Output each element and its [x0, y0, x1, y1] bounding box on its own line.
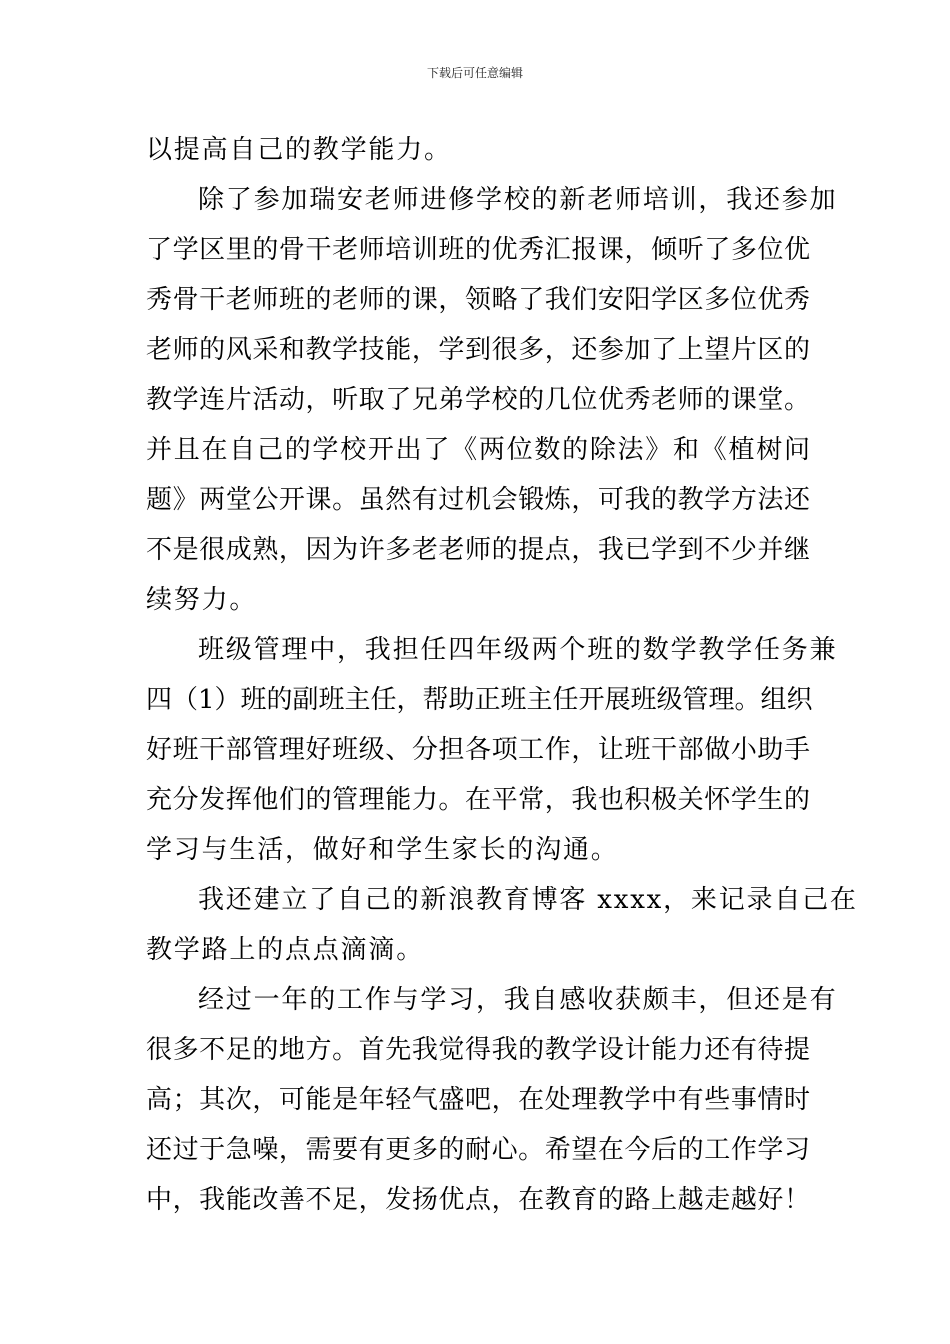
text-line: 还过于急噪，需要有更多的耐心。希望在今后的工作学习 — [146, 1135, 810, 1165]
text-line: 高；其次，可能是年轻气盛吧，在处理教学中有些事情时 — [146, 1085, 810, 1115]
text-line: 学习与生活，做好和学生家长的沟通。 — [146, 835, 619, 865]
paragraph-5 — [146, 975, 838, 1225]
paragraph-1 — [146, 125, 810, 175]
paragraph-4 — [146, 875, 858, 975]
text-line: 不是很成熟，因为许多老老师的提点，我已学到不少并继 — [146, 535, 810, 565]
text-line: 我还建立了自己的新浪教育博客 xxxx，来记录自己在 — [198, 885, 858, 915]
text-line: 充分发挥他们的管理能力。在平常，我也积极关怀学生的 — [146, 785, 810, 815]
text-line: 并且在自己的学校开出了《两位数的除法》和《植树问 — [146, 435, 810, 465]
text-line: 班级管理中，我担任四年级两个班的数学教学任务兼 — [198, 635, 838, 665]
text-line: 四（1）班的副班主任，帮助正班主任开展班级管理。组织 — [146, 685, 813, 715]
text-line: 题》两堂公开课。虽然有过机会锻炼，可我的教学方法还 — [146, 485, 810, 515]
text-line: 除了参加瑞安老师进修学校的新老师培训，我还参加 — [198, 185, 838, 215]
text-line: 教学连片活动，听取了兄弟学校的几位优秀老师的课堂。 — [146, 385, 810, 415]
text-line: 中，我能改善不足，发扬优点，在教育的路上越走越好！ — [146, 1185, 810, 1215]
text-line: 秀骨干老师班的老师的课，领略了我们安阳学区多位优秀 — [146, 285, 810, 315]
document-body — [146, 125, 858, 1225]
paragraph-3 — [146, 625, 838, 875]
text-line: 了学区里的骨干老师培训班的优秀汇报课，倾听了多位优 — [146, 235, 810, 265]
text-line: 以提高自己的教学能力。 — [146, 135, 452, 165]
text-line: 教学路上的点点滴滴。 — [146, 935, 425, 965]
text-line: 很多不足的地方。首先我觉得我的教学设计能力还有待提 — [146, 1035, 810, 1065]
text-line: 老师的风采和教学技能，学到很多，还参加了上望片区的 — [146, 335, 810, 365]
text-line: 续努力。 — [146, 585, 258, 615]
page-header-note: 下载后可任意编辑 — [426, 66, 523, 80]
text-line: 好班干部管理好班级、分担各项工作，让班干部做小助手 — [146, 735, 810, 765]
paragraph-2 — [146, 175, 838, 625]
text-line: 经过一年的工作与学习，我自感收获颇丰，但还是有 — [198, 985, 838, 1015]
